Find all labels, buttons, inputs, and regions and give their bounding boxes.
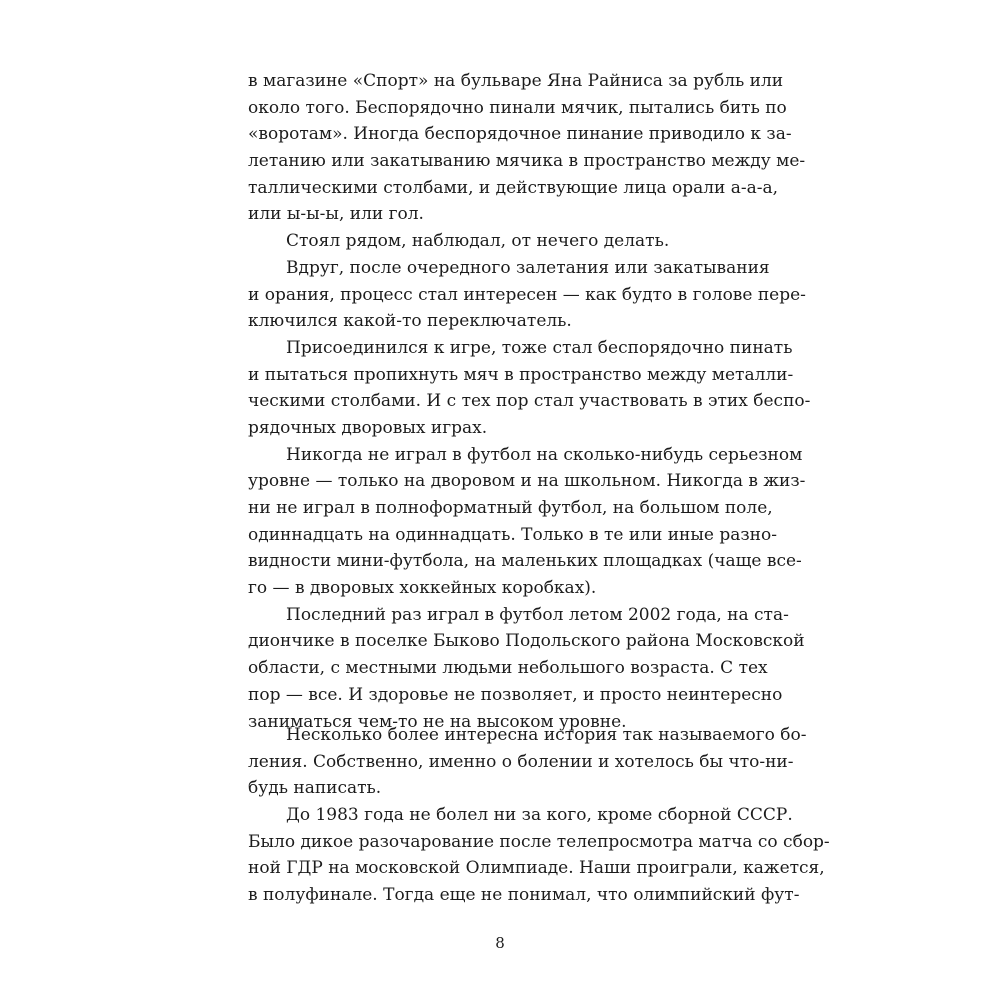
text-line: и орания, процесс стал интересен — как будто в голове пере- bbox=[248, 284, 806, 305]
text-line: ни не играл в полноформатный футбол, на большом поле, bbox=[248, 498, 773, 518]
paragraph-first-line: Присоединился к игре, тоже стал беспорядочно пинать bbox=[286, 337, 793, 358]
paragraph-first-line: До 1983 года не болел ни за кого, кроме сборной СССР. bbox=[286, 805, 793, 826]
paragraph-first-line: Последний раз играл в футбол летом 2002 года, на ста- bbox=[286, 604, 789, 625]
paragraph-first-line: Несколько более интересна история так называемого бо- bbox=[286, 725, 807, 745]
text-line: летанию или закатыванию мячика в пространство между ме- bbox=[248, 151, 806, 172]
text-line: в магазине «Спорт» на бульваре Яна Райниса за рубль или bbox=[248, 71, 784, 91]
text-line: одиннадцать на одиннадцать. Только в те или иные разно- bbox=[248, 524, 777, 545]
paragraph-first-line: Никогда не играл в футбол на сколько-нибудь серьезном bbox=[286, 444, 803, 465]
text-line: или ы-ы-ы, или гол. bbox=[248, 204, 424, 225]
text-line: в полуфинале. Тогда еще не понимал, что олимпийский фут- bbox=[248, 885, 800, 906]
text-line: заниматься чем-то не на высоком уровне. bbox=[248, 711, 627, 732]
text-line: ческими столбами. И с тех пор стал участвовать в этих беспо- bbox=[248, 391, 811, 412]
paragraph-first-line: Вдруг, после очередного залетания или закатывания bbox=[286, 257, 770, 278]
text-line: ления. Собственно, именно о болении и хотелось бы что-ни- bbox=[248, 751, 794, 772]
text-line: видности мини-футбола, на маленьких площадках (чаще все- bbox=[248, 551, 802, 572]
text-line: ключился какой-то переключатель. bbox=[248, 311, 572, 332]
text-line: пор — все. И здоровье не позволяет, и просто неинтересно bbox=[248, 684, 783, 705]
text-line: и пытаться пропихнуть мяч в пространство между металли- bbox=[248, 364, 794, 385]
text-line: области, с местными людьми небольшого возраста. С тех bbox=[248, 658, 768, 679]
text-line: диончике в поселке Быково Подольского района Московской bbox=[248, 631, 805, 652]
text-line: «воротам». Иногда беспорядочное пинание приводило к за- bbox=[248, 124, 792, 145]
text-line: го — в дворовых хоккейных коробках). bbox=[248, 578, 597, 599]
text-line: рядочных дворовых играх. bbox=[248, 417, 488, 438]
text-line: ной ГДР на московской Олимпиаде. Наши проиграли, кажется, bbox=[248, 858, 825, 879]
text-line: Было дикое разочарование после телепросмотра матча со сбор- bbox=[248, 831, 830, 852]
text-line: таллическими столбами, и действующие лица орали а-а-а, bbox=[248, 177, 779, 198]
text-line: уровне — только на дворовом и на школьном. Никогда в жиз- bbox=[248, 471, 806, 492]
text-line: около того. Беспорядочно пинали мячик, пытались бить по bbox=[248, 97, 787, 118]
page-number: 8 bbox=[495, 934, 505, 952]
text-section-2 bbox=[248, 722, 830, 909]
text-line: будь написать. bbox=[248, 778, 382, 799]
paragraph-first-line: Стоял рядом, наблюдал, от нечего делать. bbox=[286, 231, 670, 252]
